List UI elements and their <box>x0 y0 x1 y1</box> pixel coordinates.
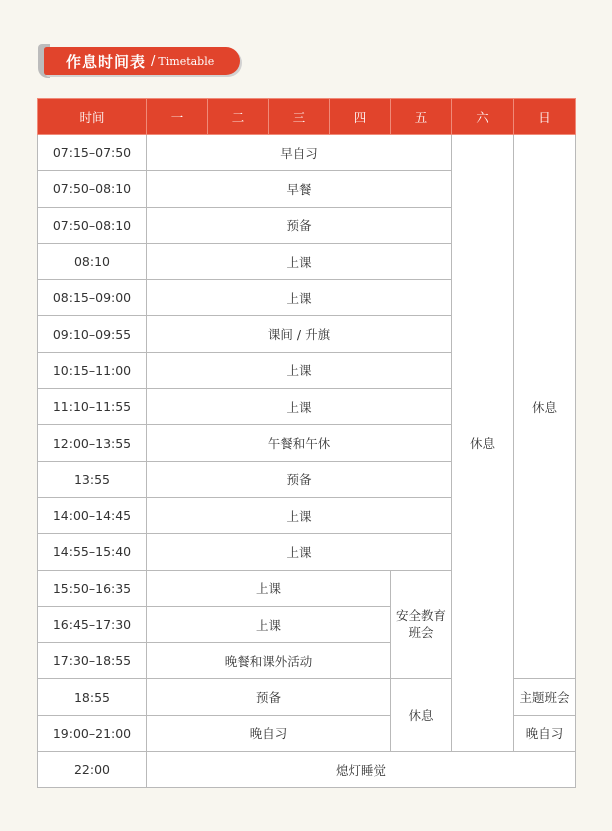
sat-rest-cell: 休息 <box>452 135 514 752</box>
activity-cell: 午餐和午休 <box>147 425 452 461</box>
time-cell: 08:10 <box>38 243 147 279</box>
time-cell: 07:15–07:50 <box>38 135 147 171</box>
table-row <box>38 752 576 788</box>
time-cell: 18:55 <box>38 679 147 715</box>
time-cell: 11:10–11:55 <box>38 389 147 425</box>
activity-cell: 预备 <box>147 207 452 243</box>
header-tue: 二 <box>208 99 269 135</box>
activity-cell: 预备 <box>147 679 391 715</box>
activity-cell: 预备 <box>147 461 452 497</box>
activity-cell: 熄灯睡觉 <box>147 752 576 788</box>
header-time: 时间 <box>38 99 147 135</box>
fri-safety-cell: 安全教育班会 <box>391 570 452 679</box>
activity-cell: 课间 / 升旗 <box>147 316 452 352</box>
header-fri: 五 <box>391 99 452 135</box>
time-cell: 09:10–09:55 <box>38 316 147 352</box>
activity-cell: 晚自习 <box>147 715 391 751</box>
activity-cell: 上课 <box>147 243 452 279</box>
time-cell: 14:00–14:45 <box>38 497 147 533</box>
time-cell: 07:50–08:10 <box>38 207 147 243</box>
header-wed: 三 <box>269 99 330 135</box>
timetable <box>37 98 576 788</box>
sun-activity-cell: 主题班会 <box>514 679 576 715</box>
header-thu: 四 <box>330 99 391 135</box>
table-row <box>38 135 576 171</box>
time-cell: 19:00–21:00 <box>38 715 147 751</box>
time-cell: 16:45–17:30 <box>38 606 147 642</box>
title-en: Timetable <box>158 54 215 68</box>
activity-cell: 上课 <box>147 570 391 606</box>
time-cell: 22:00 <box>38 752 147 788</box>
time-cell: 17:30–18:55 <box>38 643 147 679</box>
time-cell: 14:55–15:40 <box>38 534 147 570</box>
activity-cell: 上课 <box>147 352 452 388</box>
header-row <box>38 99 576 135</box>
activity-cell: 早餐 <box>147 171 452 207</box>
header-sat: 六 <box>452 99 514 135</box>
title-separator: / <box>151 53 156 69</box>
activity-cell: 上课 <box>147 534 452 570</box>
activity-cell: 早自习 <box>147 135 452 171</box>
sun-activity-cell: 晚自习 <box>514 715 576 751</box>
time-cell: 12:00–13:55 <box>38 425 147 461</box>
activity-cell: 晚餐和课外活动 <box>147 643 391 679</box>
time-cell: 15:50–16:35 <box>38 570 147 606</box>
activity-cell: 上课 <box>147 280 452 316</box>
activity-cell: 上课 <box>147 497 452 533</box>
activity-cell: 上课 <box>147 606 391 642</box>
time-cell: 10:15–11:00 <box>38 352 147 388</box>
header-mon: 一 <box>147 99 208 135</box>
header-sun: 日 <box>514 99 576 135</box>
fri-rest-cell: 休息 <box>391 679 452 752</box>
time-cell: 08:15–09:00 <box>38 280 147 316</box>
sun-rest-cell: 休息 <box>514 135 576 679</box>
title-zh: 作息时间表 <box>66 52 147 71</box>
time-cell: 13:55 <box>38 461 147 497</box>
time-cell: 07:50–08:10 <box>38 171 147 207</box>
activity-cell: 上课 <box>147 389 452 425</box>
title-tab <box>38 44 244 78</box>
title-banner <box>44 47 240 75</box>
